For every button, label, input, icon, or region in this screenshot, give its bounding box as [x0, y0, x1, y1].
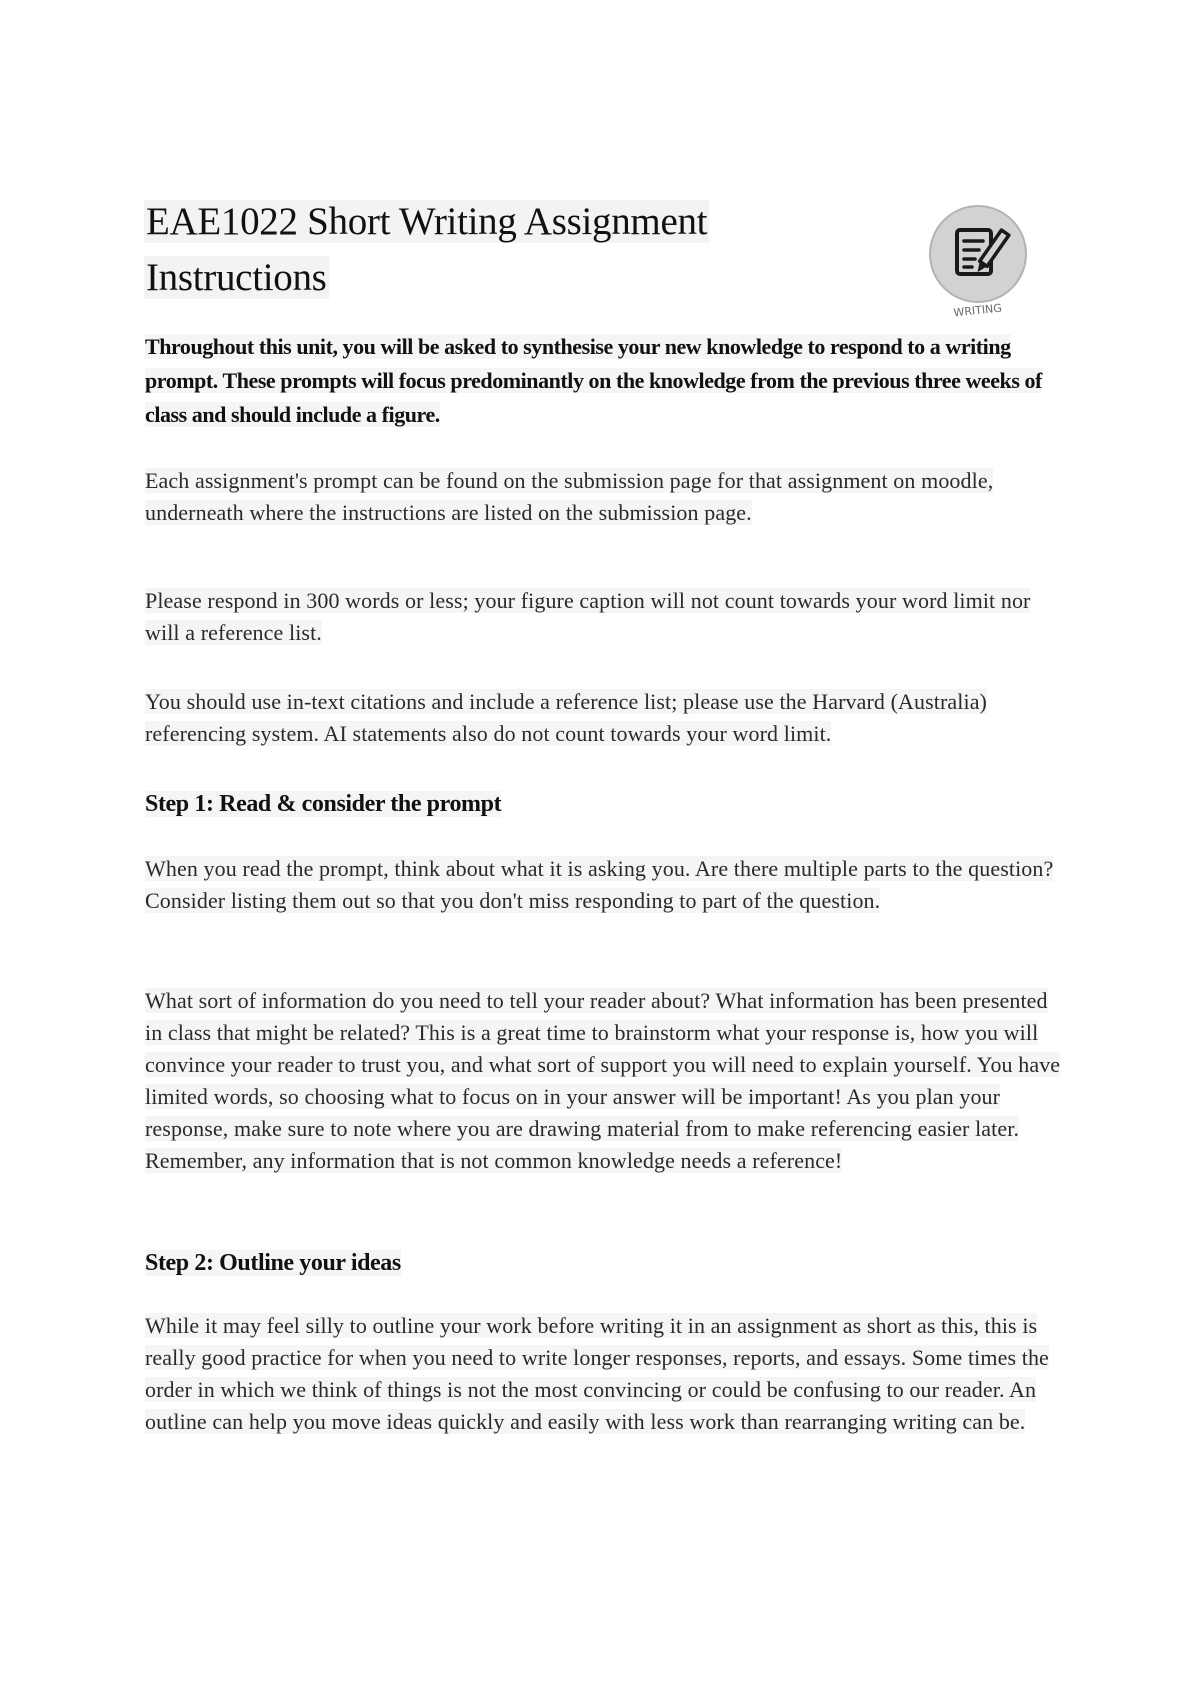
title-line-1: EAE1022 Short Writing Assignment	[146, 200, 708, 243]
step-heading-text: Step 1: Read & consider the prompt	[145, 791, 502, 817]
paragraph-text: Each assignment's prompt can be found on the submission page for that assignment on moodle, underneath where the instructions are listed on the submission page.	[145, 468, 994, 525]
step-heading-text: Step 2: Outline your ideas	[145, 1250, 401, 1276]
step-1-paragraph-1	[145, 853, 1065, 917]
page-title	[144, 194, 764, 306]
intro-text: Throughout this unit, you will be asked to synthesise your new knowledge to respond to a writing prompt. These prompts will focus predominantly on the knowledge from the previous three weeks of class and should include a figure.	[145, 334, 1042, 427]
step-2-paragraph-1	[145, 1310, 1065, 1438]
badge-label: WRITING	[952, 301, 1003, 320]
paragraph-text: Please respond in 300 words or less; your figure caption will not count towards your word limit nor will a reference list.	[145, 588, 1031, 645]
writing-icon	[925, 202, 1031, 322]
intro-paragraph	[145, 330, 1065, 432]
step-2-heading	[145, 1246, 945, 1280]
writing-badge	[925, 202, 1031, 322]
paragraph-word-limit	[145, 585, 1065, 649]
paragraph-text: What sort of information do you need to tell your reader about? What information has been presented in class that might be related? This is a great time to brainstorm what your response is, how you will convince your reader to trust you, and what sort of support you will need to explain yourself. You have limited words, so choosing what to focus on in your answer will be important! As you plan your response, make sure to note where you are drawing material from to make referencing easier later. Remember, any information that is not common knowledge needs a reference!	[145, 988, 1061, 1173]
step-1-heading	[145, 787, 945, 821]
step-1-paragraph-2	[145, 985, 1065, 1177]
title-line-2: Instructions	[146, 256, 327, 299]
paragraph-text: When you read the prompt, think about what it is asking you. Are there multiple parts to the question? Consider listing them out so that you don't miss responding to part of the question.	[145, 856, 1054, 913]
paragraph-referencing	[145, 686, 1065, 750]
paragraph-prompt-location	[145, 465, 1065, 529]
paragraph-text: While it may feel silly to outline your work before writing it in an assignment as short as this, this is really good practice for when you need to write longer responses, reports, and essays. Some times the order in which we think of things is not the most convincing or could be confusing to our reader. An outline can help you move ideas quickly and easily with less work than rearranging writing can be.	[145, 1313, 1049, 1434]
paragraph-text: You should use in-text citations and include a reference list; please use the Harvard (Australia) referencing system. AI statements also do not count towards your word limit.	[145, 689, 987, 746]
